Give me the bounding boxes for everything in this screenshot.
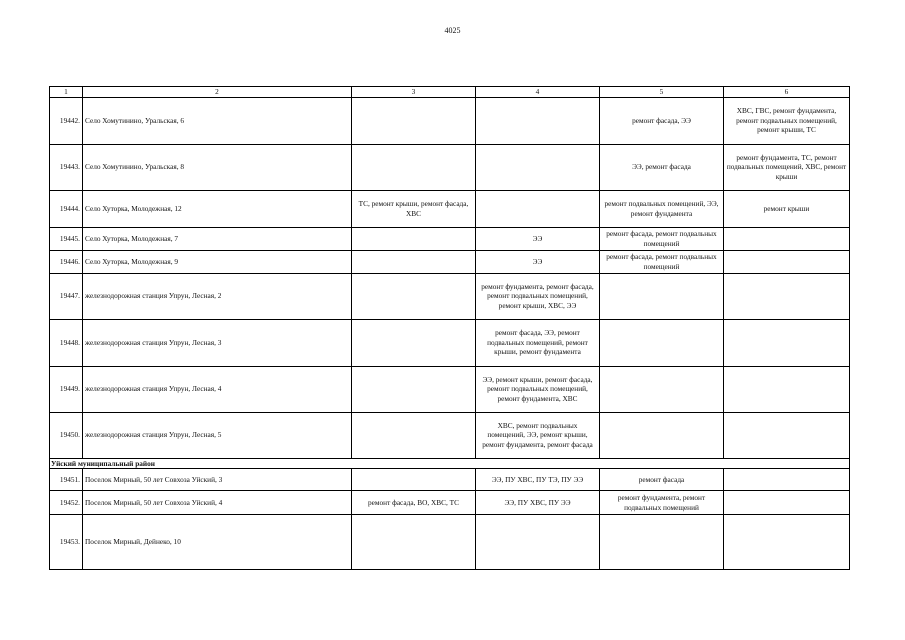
row-cell xyxy=(352,469,476,491)
row-address: Село Хомутинино, Уральская, 6 xyxy=(83,97,352,144)
page-number: 4025 xyxy=(444,26,461,35)
row-address: Поселок Мирный, 50 лет Совхоза Уйский, 3 xyxy=(83,469,352,491)
row-cell: ЭЭ, ремонт фасада xyxy=(600,144,724,190)
row-cell xyxy=(600,366,724,412)
table-row xyxy=(50,491,850,515)
row-cell: ремонт фасада, ЭЭ, ремонт подвальных помещений, ремонт крыши, ремонт фундамента xyxy=(476,319,600,366)
row-address: Поселок Мирный, Дейнеко, 10 xyxy=(83,515,352,570)
row-cell xyxy=(352,144,476,190)
row-cell xyxy=(600,412,724,458)
row-cell: ЭЭ xyxy=(476,227,600,250)
row-cell xyxy=(352,412,476,458)
row-cell xyxy=(724,412,850,458)
registry-table xyxy=(49,86,850,570)
row-cell: ремонт подвальных помещений, ЭЭ, ремонт фундамента xyxy=(600,190,724,227)
row-number: 19451. xyxy=(50,469,83,491)
row-cell: ХВС, ГВС, ремонт фундамента, ремонт подвальных помещений, ремонт крыши, ТС xyxy=(724,97,850,144)
row-cell: ТС, ремонт крыши, ремонт фасада, ХВС xyxy=(352,190,476,227)
row-number: 19444. xyxy=(50,190,83,227)
row-cell: ремонт фасада, ремонт подвальных помещений xyxy=(600,250,724,273)
column-header: 1 xyxy=(50,87,83,98)
row-address: Село Хуторка, Молодежная, 9 xyxy=(83,250,352,273)
column-header: 4 xyxy=(476,87,600,98)
row-cell: ремонт фундамента, ремонт фасада, ремонт подвальных помещений, ремонт крыши, ХВС, ЭЭ xyxy=(476,273,600,319)
row-cell xyxy=(724,491,850,515)
row-cell xyxy=(352,250,476,273)
row-cell xyxy=(600,319,724,366)
table-row xyxy=(50,97,850,144)
row-cell xyxy=(352,319,476,366)
table-row xyxy=(50,469,850,491)
column-header: 2 xyxy=(83,87,352,98)
row-cell xyxy=(724,250,850,273)
row-address: Село Хуторка, Молодежная, 7 xyxy=(83,227,352,250)
table-row xyxy=(50,366,850,412)
row-number: 19452. xyxy=(50,491,83,515)
row-cell: ЭЭ, ПУ ХВС, ПУ ТЭ, ПУ ЭЭ xyxy=(476,469,600,491)
table-row xyxy=(50,190,850,227)
row-address: железнодорожная станция Упрун, Лесная, 5 xyxy=(83,412,352,458)
column-header: 6 xyxy=(724,87,850,98)
row-cell xyxy=(724,366,850,412)
table-row xyxy=(50,250,850,273)
header-row xyxy=(50,87,850,98)
row-cell xyxy=(600,515,724,570)
row-cell: ЭЭ, ремонт крыши, ремонт фасада, ремонт подвальных помещений, ремонт фундамента, ХВС xyxy=(476,366,600,412)
table-row xyxy=(50,319,850,366)
row-address: железнодорожная станция Упрун, Лесная, 3 xyxy=(83,319,352,366)
row-number: 19447. xyxy=(50,273,83,319)
table-row xyxy=(50,412,850,458)
row-address: Село Хуторка, Молодежная, 12 xyxy=(83,190,352,227)
row-cell: ремонт крыши xyxy=(724,190,850,227)
table-row xyxy=(50,144,850,190)
section-row xyxy=(50,458,850,469)
row-number: 19448. xyxy=(50,319,83,366)
row-cell xyxy=(724,515,850,570)
row-cell: ремонт фасада xyxy=(600,469,724,491)
row-cell xyxy=(476,515,600,570)
row-number: 19453. xyxy=(50,515,83,570)
row-cell: ремонт фундамента, ТС, ремонт подвальных помещений, ХВС, ремонт крыши xyxy=(724,144,850,190)
row-cell: ремонт фундамента, ремонт подвальных помещений xyxy=(600,491,724,515)
row-cell xyxy=(724,469,850,491)
row-cell: ЭЭ xyxy=(476,250,600,273)
row-number: 19442. xyxy=(50,97,83,144)
row-address: Поселок Мирный, 50 лет Совхоза Уйский, 4 xyxy=(83,491,352,515)
row-number: 19445. xyxy=(50,227,83,250)
row-cell xyxy=(600,273,724,319)
table-row xyxy=(50,227,850,250)
column-header: 5 xyxy=(600,87,724,98)
row-number: 19450. xyxy=(50,412,83,458)
row-cell xyxy=(724,273,850,319)
row-number: 19449. xyxy=(50,366,83,412)
row-cell xyxy=(352,227,476,250)
row-cell: ремонт фасада, ЭЭ xyxy=(600,97,724,144)
row-address: железнодорожная станция Упрун, Лесная, 4 xyxy=(83,366,352,412)
section-title: Уйский муниципальный район xyxy=(50,458,850,469)
row-cell xyxy=(352,515,476,570)
row-cell xyxy=(476,97,600,144)
row-cell xyxy=(352,97,476,144)
table-row xyxy=(50,273,850,319)
row-cell: ЭЭ, ПУ ХВС, ПУ ЭЭ xyxy=(476,491,600,515)
row-number: 19443. xyxy=(50,144,83,190)
row-cell xyxy=(724,227,850,250)
row-address: железнодорожная станция Упрун, Лесная, 2 xyxy=(83,273,352,319)
row-cell xyxy=(476,190,600,227)
table-row xyxy=(50,515,850,570)
column-header: 3 xyxy=(352,87,476,98)
row-cell xyxy=(352,273,476,319)
row-address: Село Хомутинино, Уральская, 8 xyxy=(83,144,352,190)
row-cell xyxy=(476,144,600,190)
row-cell xyxy=(724,319,850,366)
row-cell: ремонт фасада, ВО, ХВС, ТС xyxy=(352,491,476,515)
row-cell: ХВС, ремонт подвальных помещений, ЭЭ, ремонт крыши, ремонт фундамента, ремонт фасада xyxy=(476,412,600,458)
row-cell xyxy=(352,366,476,412)
row-number: 19446. xyxy=(50,250,83,273)
row-cell: ремонт фасада, ремонт подвальных помещений xyxy=(600,227,724,250)
